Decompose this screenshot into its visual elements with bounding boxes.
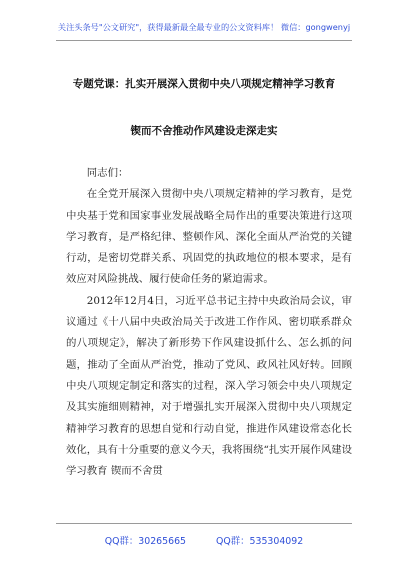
document-body [66,163,352,482]
header-promo-note: 关注头条号"公文研究"，获得最新最全最专业的公文资料库！ 微信：gongwenyj [57,22,351,32]
header-divider [56,40,352,41]
paragraph-2: 2012年12月4日，习近平总书记主持中央政治局会议，审议通过《十八届中央政治局关于改进工作作风、密切联系群众的八项规定》，解决了新形势下作风建设抓什么、怎么抓的问题，推动了全面从严治党，推动了党风、政风社风好转。回顾中央八项规定制定和落实的过程，深入学习领会中央八项规定及其实施细则精神，对于增强扎实开展深入贯彻中央八项规定精神学习教育的思想自觉和行动自觉，推进作风建设常态化长效化，具有十分重要的意义今天，我将围绕“扎实开展作风建设学习教育 锲而不舍贯 [66,294,352,478]
footer-contact [0,533,408,547]
footer-divider [56,523,352,524]
document-subtitle: 锲而不舍推动作风建设走深走实 [130,125,278,137]
footer-qq-group-1: QQ群：30265665 [104,536,187,547]
document-title: 专题党课：扎实开展深入贯彻中央八项规定精神学习教育 [72,78,336,90]
greeting: 同志们： [86,167,129,179]
paragraph-1: 在全党开展深入贯彻中央八项规定精神的学习教育，是党中央基于党和国家事业发展战略全局作出的重要决策进行这项学习教育，是严格纪律、整顿作风、深化全面从严治党的关键行动，是密切党群关系、巩固党的执政地位的根本要求，是有效应对风险挑战、履行使命任务的紧迫需求。 [66,188,352,286]
footer-qq-group-2: QQ群：535304092 [216,536,304,547]
